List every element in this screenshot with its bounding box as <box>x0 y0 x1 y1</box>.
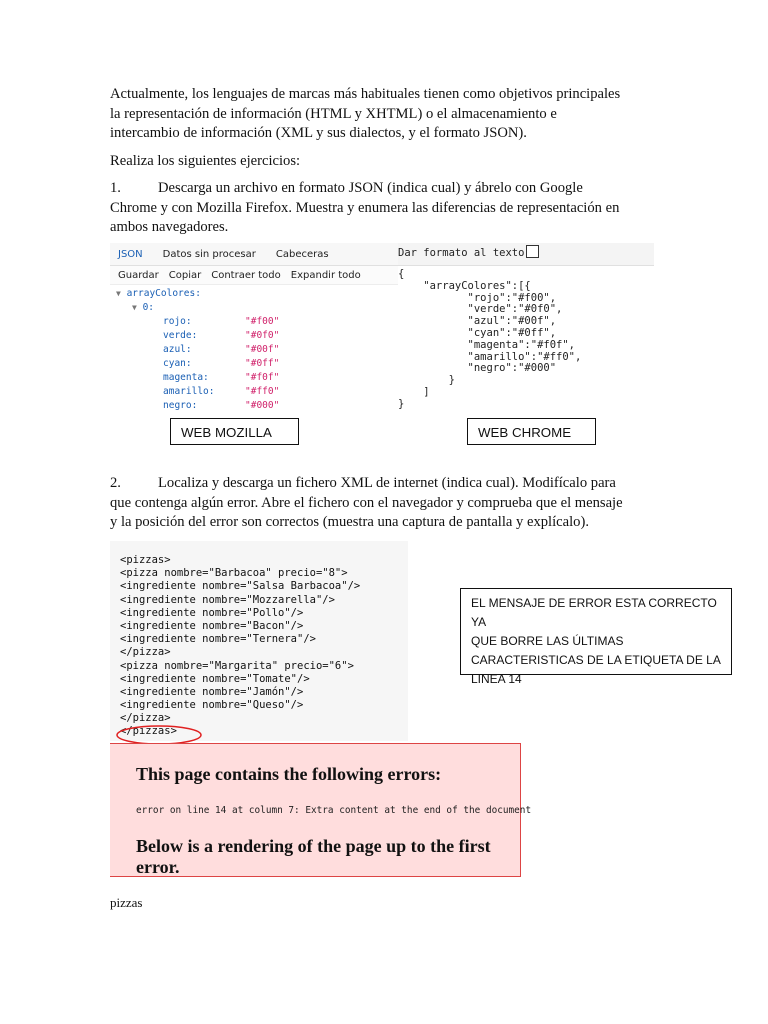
error-message: error on line 14 at column 7: Extra content at the end of the document <box>136 805 532 816</box>
json-line: "azul":"#00f", <box>398 315 557 328</box>
firefox-tabs <box>110 243 398 266</box>
tree-row <box>110 329 398 343</box>
pretty-print-bar <box>398 243 654 266</box>
tree-value: "#000" <box>245 400 280 411</box>
pretty-print-label: Dar formato al texto <box>398 247 525 259</box>
error-subtitle: Below is a rendering of the page up to the first error. <box>136 836 491 877</box>
tree-row <box>110 385 398 399</box>
json-line: "arrayColores":[{ <box>398 279 531 292</box>
xml-line: <ingrediente nombre="Tomate"/> <box>120 672 310 685</box>
tree-key: magenta: <box>163 372 209 383</box>
json-line: "rojo":"#f00", <box>398 291 557 304</box>
tree-key: azul: <box>163 344 192 355</box>
tree-row-root[interactable] <box>110 287 398 301</box>
chrome-json-view <box>398 243 654 411</box>
tree-value: "#0ff" <box>245 358 280 369</box>
chrome-json-text <box>398 266 654 411</box>
intro-line: intercambio de información (XML y sus dialectos, y el formato JSON). <box>110 125 527 142</box>
exercise-2-line: y la posición del error son correctos (muestra una captura de pantalla y explícalo). <box>110 514 589 531</box>
tree-key: amarillo: <box>163 386 215 397</box>
expand-triangle-icon[interactable]: ▼ <box>116 289 121 298</box>
xml-line: <ingrediente nombre="Pollo"/> <box>120 606 304 619</box>
json-line: "amarillo":"#ff0", <box>398 350 582 363</box>
copy-button[interactable]: Copiar <box>168 269 202 281</box>
save-button[interactable]: Guardar <box>118 269 159 281</box>
tree-value: "#0f0" <box>245 330 280 341</box>
xml-line: </pizza> <box>120 712 171 725</box>
xml-line-error: </pizzas> <box>120 725 177 738</box>
tree-key: 0: <box>142 302 155 313</box>
xml-line: <ingrediente nombre="Bacon"/> <box>120 619 304 632</box>
tree-key: rojo: <box>163 316 192 327</box>
exercise-2-line: que contenga algún error. Abre el fichero con el navegador y comprueba que el mensaje <box>110 494 623 511</box>
xml-line: <pizza nombre="Barbacoa" precio="8"> <box>120 567 348 580</box>
tree-value: "#00f" <box>245 344 280 355</box>
firefox-toolbar <box>110 266 398 285</box>
json-line: "magenta":"#f0f", <box>398 338 576 351</box>
xml-line: <ingrediente nombre="Mozzarella"/> <box>120 593 335 606</box>
pretty-print-checkbox[interactable] <box>526 245 539 258</box>
xml-line: <ingrediente nombre="Ternera"/> <box>120 633 316 646</box>
exercise-1 <box>110 179 670 238</box>
tab-json[interactable]: JSON <box>118 248 143 260</box>
expand-triangle-icon[interactable]: ▼ <box>132 303 137 312</box>
xml-parse-error-box <box>110 743 532 877</box>
xml-lines <box>120 554 360 739</box>
tab-headers[interactable]: Cabeceras <box>275 248 329 260</box>
exercise-1-number: 1. <box>110 180 121 196</box>
json-line: "verde":"#0f0", <box>398 303 563 316</box>
xml-line: <pizza nombre="Margarita" precio="6"> <box>120 659 354 672</box>
instructions <box>110 152 670 172</box>
tree-row <box>110 315 398 329</box>
json-tree <box>110 287 398 411</box>
json-line: } <box>398 397 405 410</box>
note-line: QUE BORRE LAS ÚLTIMAS <box>471 634 624 648</box>
json-line: "cyan":"#0ff", <box>398 326 557 339</box>
json-line: { <box>398 268 405 280</box>
collapse-all-button[interactable]: Contraer todo <box>211 269 281 281</box>
firefox-json-viewer <box>110 243 398 411</box>
exercise-2 <box>110 474 670 533</box>
xml-line: <ingrediente nombre="Jamón"/> <box>120 685 304 698</box>
tree-value: "#f0f" <box>245 372 280 383</box>
explanation-note <box>460 588 732 686</box>
exercise-1-text: Descarga un archivo en formato JSON (indica cual) y ábrelo con Google <box>158 180 583 196</box>
exercise-1-line <box>110 179 670 199</box>
tree-key: negro: <box>163 400 198 411</box>
json-line: "negro":"#000" <box>398 362 557 375</box>
exercise-2-number: 2. <box>110 475 121 491</box>
note-line: LINEA 14 <box>471 672 522 686</box>
exercise-1-line: Chrome y con Mozilla Firefox. Muestra y enumera las diferencias de representación en <box>110 199 620 216</box>
label-web-mozilla: WEB MOZILLA <box>170 418 299 445</box>
rendered-output-text: pizzas <box>110 895 143 910</box>
xml-line: </pizza> <box>120 646 171 659</box>
tree-row <box>110 343 398 357</box>
tab-raw-data[interactable]: Datos sin procesar <box>162 248 256 260</box>
tree-key: arrayColores: <box>126 288 201 299</box>
xml-line: <pizzas> <box>120 554 171 566</box>
tree-row <box>110 357 398 371</box>
json-line: ] <box>398 385 430 398</box>
tree-value: "#f00" <box>245 316 280 327</box>
exercise-1-line: ambos navegadores. <box>110 219 229 236</box>
xml-code-screenshot <box>110 541 408 741</box>
expand-all-button[interactable]: Expandir todo <box>290 269 361 281</box>
note-line: CARACTERISTICAS DE LA ETIQUETA DE LA <box>471 653 721 667</box>
xml-line: <ingrediente nombre="Queso"/> <box>120 699 304 712</box>
exercise-2-line <box>110 474 670 494</box>
label-web-chrome: WEB CHROME <box>467 418 596 445</box>
tree-key: cyan: <box>163 358 192 369</box>
note-line: EL MENSAJE DE ERROR ESTA CORRECTO YA <box>471 596 717 629</box>
json-line: } <box>398 374 455 387</box>
tree-key: verde: <box>163 330 198 341</box>
intro-line: Actualmente, los lenguajes de marcas más habituales tienen como objetivos principales <box>110 86 621 102</box>
tree-row <box>110 399 398 411</box>
error-title: This page contains the following errors: <box>136 764 442 784</box>
xml-line: <ingrediente nombre="Salsa Barbacoa"/> <box>120 580 361 593</box>
tree-value: "#ff0" <box>245 386 280 397</box>
tree-row <box>110 371 398 385</box>
intro-line: la representación de información (HTML y XHTML) o el almacenamiento e <box>110 105 557 122</box>
instructions-text: Realiza los siguientes ejercicios: <box>110 153 301 169</box>
tree-row-index[interactable] <box>110 301 398 315</box>
exercise-2-text: Localiza y descarga un fichero XML de internet (indica cual). Modifícalo para <box>158 475 616 491</box>
intro-paragraph <box>110 85 670 144</box>
